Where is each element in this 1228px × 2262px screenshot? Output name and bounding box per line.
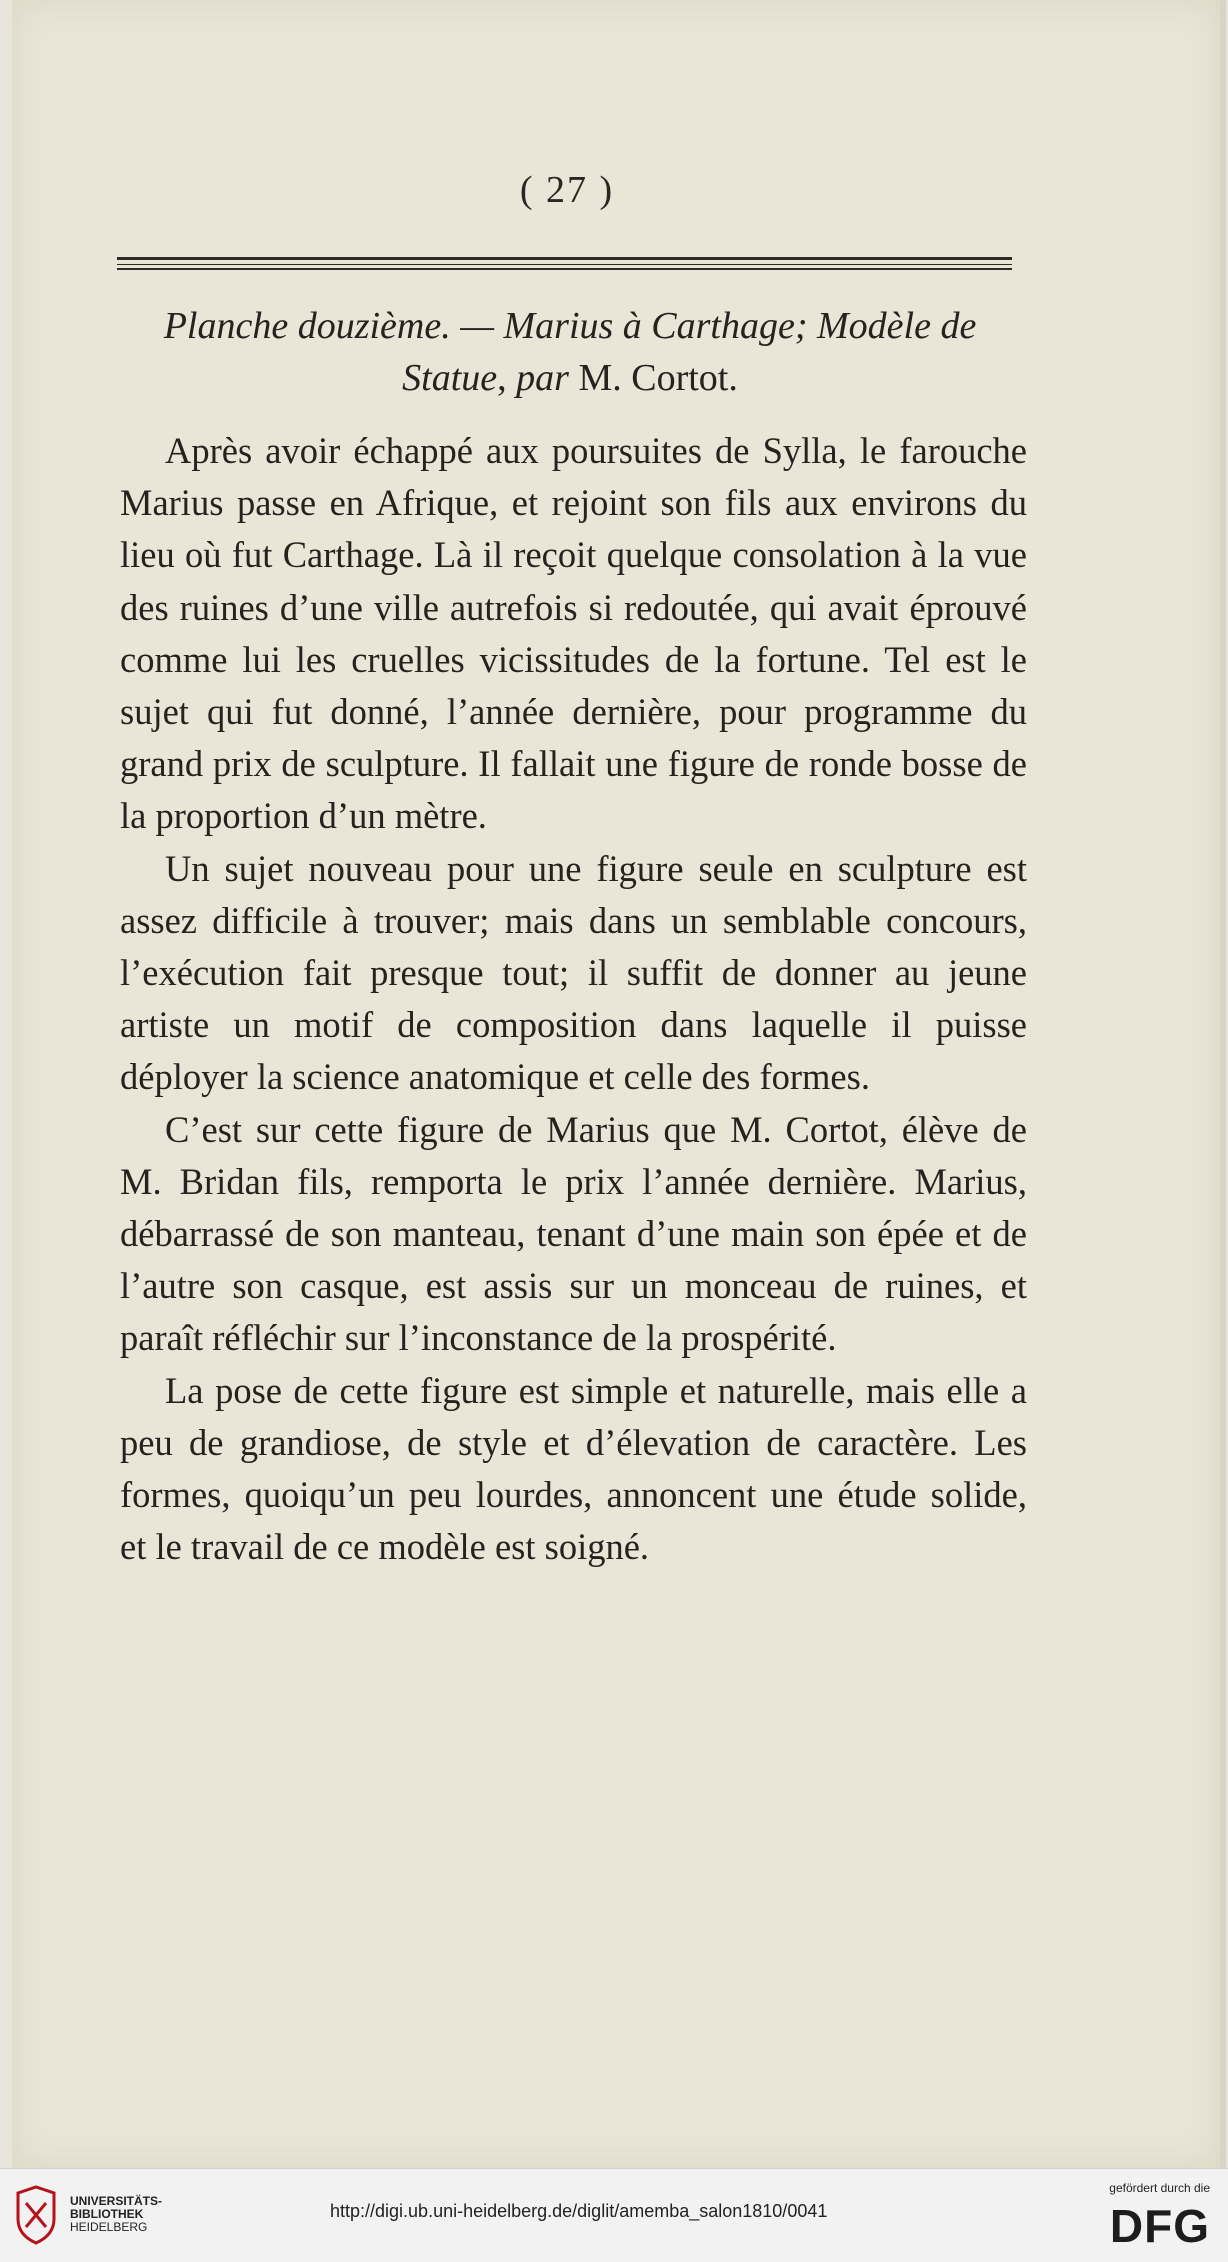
page-number: ( 27 ) (519, 169, 615, 211)
paragraph-2: Un sujet nouveau pour une figure seule en sculpture est assez difficile à trouver; mais dans un semblable concours, l’exécution fait presque tout; il suffit de donner au jeune artiste un motif de composition dans laquelle il puisse déployer la science anatomique et celle des formes. (120, 847, 1027, 1098)
paragraph-3: C’est sur cette figure de Marius que M. Cortot, élève de M. Bridan fils, remporta le prix l’année dernière. Marius, débarrassé de son manteau, tenant d’une main son épée et de l’autre son casque, est assis sur un monceau de ruines, et paraît réfléchir sur l’inconstance de la prospérité. (120, 1108, 1027, 1359)
library-name-line-2: BIBLIOTHEK (70, 2207, 144, 2221)
header-rule-thick (117, 257, 1012, 260)
dfg-logo[interactable]: DFG (1109, 2200, 1210, 2252)
title-author: M. Cortot. (568, 357, 738, 399)
paragraph-4: La pose de cette figure est simple et naturelle, mais elle a peu de grandiose, de style et d’élevation de caractère. Les formes, quoiqu’un peu lourdes, annoncent une étude solide, et le travail de ce modèle est soigné. (120, 1369, 1027, 1568)
title-line-2 (120, 352, 1020, 404)
library-name-line-3: HEIDELBERG (70, 2220, 148, 2234)
viewer-footer (0, 2168, 1228, 2262)
library-name[interactable] (70, 2195, 162, 2234)
body-text (120, 425, 1027, 1573)
section-title (120, 300, 1020, 404)
library-name-line-1: UNIVERSITÄTS- (70, 2194, 163, 2208)
book-page (12, 0, 1226, 2168)
title-italic: Planche douzième. — Marius à Carthage; Modèle de (163, 305, 977, 347)
title-separator: , (497, 357, 517, 399)
paragraph-1: Après avoir échappé aux poursuites de Sylla, le farouche Marius passe en Afrique, et rejoint son fils aux environs du lieu où fut Carthage. Là il reçoit quelque consolation à la vue des ruines d’une ville autrefois si redoutée, qui avait éprouvé comme lui les cruelles vicissitudes de la fortune. Tel est le sujet qui fut donné, l’année dernière, pour programme du grand prix de sculpture. Il fallait une figure de ronde bosse de la proportion d’un mètre. (120, 430, 1027, 837)
header-rule-thin (117, 264, 1012, 265)
header-rule-bottom (117, 268, 1012, 270)
library-logo-icon[interactable] (12, 2185, 60, 2245)
title-par: par (516, 357, 569, 399)
permalink-url[interactable]: http://digi.ub.uni-heidelberg.de/diglit/amemba_salon1810/0041 (330, 2201, 828, 2221)
title-statue: Statue (402, 357, 498, 399)
funding-note: gefördert durch die (1109, 2181, 1210, 2195)
